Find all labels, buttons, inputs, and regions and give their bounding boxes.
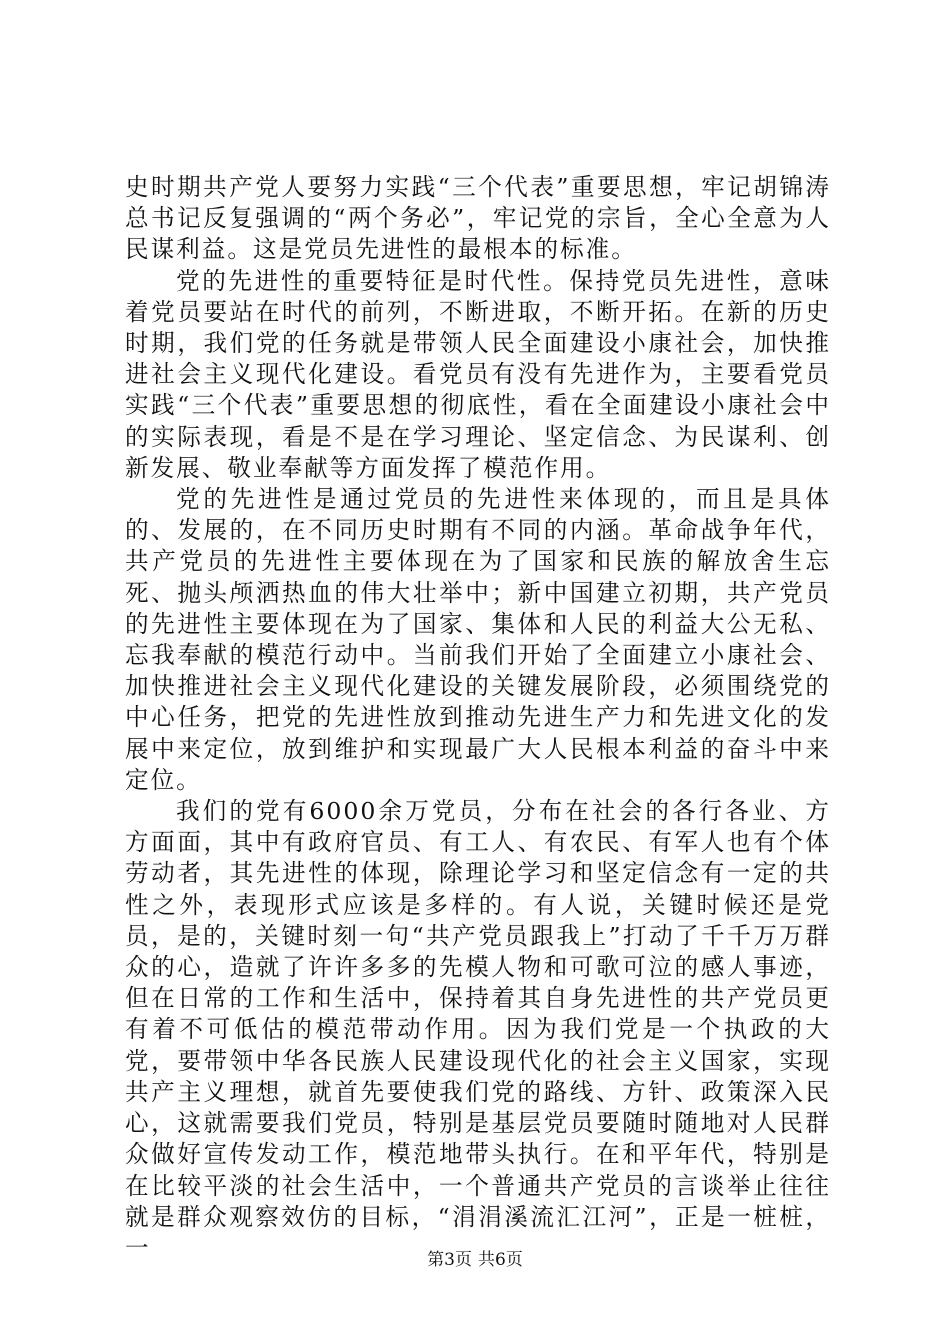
paragraph-party-members: 我们的党有6000余万党员，分布在社会的各行各业、方方面面，其中有政府官员、有工人、有农民、有军人也有个体劳动者，其先进性的体现，除理论学习和坚定信念有一定的共性之外，表现形式应该是多样的。有人说，关键时候还是党员，是的，关键时刻一句“共产党员跟我上”打动了千千万万群众的心，造就了许许多多的先模人物和可歌可泣的感人事迹，但在日常的工作和生活中，保持着其自身先进性的共产党员更有着不可低估的模范带动作用。因为我们党是一个执政的大党，要带领中华各民族人民建设现代化的社会主义国家，实现共产主义理想，就首先要使我们党的路线、方针、政策深入民心，这就需要我们党员，特别是基层党员要随时随地对人民群众做好宣传发动工作，模范地带头执行。在和平年代，特别是在比较平淡的社会生活中，一个普通共产党员的言谈举止往往就是群众观察效仿的目标，“涓涓溪流汇江河”，正是一桩桩，一 <box>125 797 831 1262</box>
page-number: 第3页 <box>427 1250 472 1270</box>
paragraph-era-character: 党的先进性的重要特征是时代性。保持党员先进性，意味着党员要站在时代的前列，不断进取，不断开拓。在新的历史时期，我们党的任务就是带领人民全面建设小康社会，加快推进社会主义现代化建设。看党员有没有先进作为，主要看党员实践“三个代表”重要思想的彻底性，看在全面建设小康社会中的实际表现，看是不是在学习理论、坚定信念、为民谋利、创新发展、敬业奉献等方面发挥了模范作用。 <box>125 266 831 482</box>
document-body <box>125 172 831 1264</box>
page-total: 共6页 <box>478 1250 523 1270</box>
paragraph-continuation: 史时期共产党人要努力实践“三个代表”重要思想，牢记胡锦涛总书记反复强调的“两个务必”，牢记党的宗旨，全心全意为人民谋利益。这是党员先进性的最根本的标准。 <box>125 173 831 264</box>
paragraph-member-advancement: 党的先进性是通过党员的先进性来体现的，而且是具体的、发展的，在不同历史时期有不同的内涵。革命战争年代，共产党员的先进性主要体现在为了国家和民族的解放舍生忘死、抛头颅洒热血的伟大壮举中；新中国建立初期，共产党员的先进性主要体现在为了国家、集体和人民的利益大公无私、忘我奉献的模范行动中。当前我们开始了全面建立小康社会、加快推进社会主义现代化建设的关键发展阶段，必须围绕党的中心任务，把党的先进性放到推动先进生产力和先进文化的发展中来定位，放到维护和实现最广大人民根本利益的奋斗中来定位。 <box>125 485 831 794</box>
page-footer <box>0 1249 950 1271</box>
